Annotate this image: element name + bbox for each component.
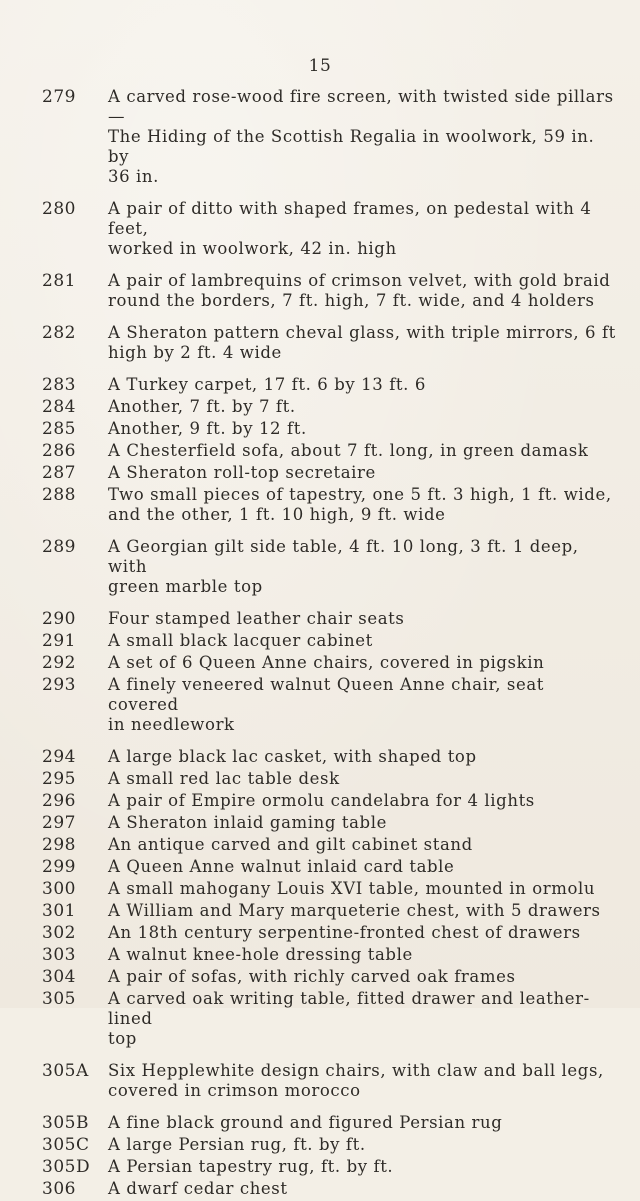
lot-description: Four stamped leather chair seats: [108, 609, 405, 628]
lot-number: 296: [42, 791, 76, 811]
lot-number: 306: [42, 1179, 76, 1199]
lot-entry: [42, 537, 617, 597]
lot-number: 303: [42, 945, 76, 965]
lot-entry: [42, 747, 617, 767]
lot-number: 305D: [42, 1157, 91, 1177]
lot-number: 282: [42, 323, 76, 343]
lot-description: A large black lac casket, with shaped top: [108, 747, 477, 766]
lot-number: 279: [42, 87, 76, 107]
lot-description: A set of 6 Queen Anne chairs, covered in pigskin: [108, 653, 545, 672]
lot-number: 288: [42, 485, 76, 505]
lot-description: Another, 9 ft. by 12 ft.: [108, 419, 307, 438]
lot-number: 299: [42, 857, 76, 877]
lot-entry: [42, 879, 617, 899]
lot-description: A large Persian rug, ft. by ft.: [108, 1135, 366, 1154]
lot-description: A pair of lambrequins of crimson velvet, with gold braid round the borders, 7 ft. high, 7 ft. wide, and 4 holders: [108, 271, 611, 310]
lot-entry: [42, 923, 617, 943]
lot-entry: [42, 901, 617, 921]
lot-number: 304: [42, 967, 76, 987]
lot-number: 305B: [42, 1113, 89, 1133]
lot-entry: [42, 653, 617, 673]
lot-description: A Chesterfield sofa, about 7 ft. long, in green damask: [108, 441, 589, 460]
lot-number: 301: [42, 901, 76, 921]
lot-description: A carved rose-wood fire screen, with twisted side pillars— The Hiding of the Scottish Regalia in woolwork, 59 in. by 36 in.: [108, 87, 614, 186]
lot-description: A small mahogany Louis XVI table, mounted in ormolu: [108, 879, 596, 898]
lot-entry: [42, 609, 617, 629]
lot-number: 298: [42, 835, 76, 855]
lot-description: Two small pieces of tapestry, one 5 ft. 3 high, 1 ft. wide, and the other, 1 ft. 10 high, 9 ft. wide: [108, 485, 612, 524]
lot-entry: [42, 1135, 617, 1155]
lot-description: An antique carved and gilt cabinet stand: [108, 835, 473, 854]
lot-entry: [42, 441, 617, 461]
lot-number: 305A: [42, 1061, 89, 1081]
lot-entry: [42, 675, 617, 735]
lot-description: Six Hepplewhite design chairs, with claw and ball legs, covered in crimson morocco: [108, 1061, 604, 1100]
lot-number: 297: [42, 813, 76, 833]
lot-entry: [42, 323, 617, 363]
lot-number: 285: [42, 419, 76, 439]
lot-description: An 18th century serpentine-fronted chest of drawers: [108, 923, 581, 942]
lot-number: 284: [42, 397, 76, 417]
lot-description: A carved oak writing table, fitted drawer and leather-lined top: [108, 989, 590, 1048]
lot-number: 290: [42, 609, 76, 629]
lot-description: A Turkey carpet, 17 ft. 6 by 13 ft. 6: [108, 375, 426, 394]
lot-entry: [42, 375, 617, 395]
lot-number: 287: [42, 463, 76, 483]
lot-entry: [42, 1061, 617, 1101]
lot-number: 289: [42, 537, 76, 557]
lot-entry: [42, 945, 617, 965]
lot-number: 291: [42, 631, 76, 651]
lot-description: A dwarf cedar chest: [108, 1179, 288, 1198]
lot-description: A small black lacquer cabinet: [108, 631, 373, 650]
lot-description: A Persian tapestry rug, ft. by ft.: [108, 1157, 394, 1176]
lot-description: Another, 7 ft. by 7 ft.: [108, 397, 296, 416]
lot-entry: [42, 1179, 617, 1199]
lot-number: 305C: [42, 1135, 90, 1155]
lot-number: 295: [42, 769, 76, 789]
lot-description: A finely veneered walnut Queen Anne chair, seat covered in needlework: [108, 675, 545, 734]
lot-description: A Sheraton roll-top secretaire: [108, 463, 376, 482]
lot-entry: [42, 419, 617, 439]
lot-number: 294: [42, 747, 76, 767]
lot-entry: [42, 1157, 617, 1177]
lot-description: A pair of sofas, with richly carved oak frames: [108, 967, 516, 986]
lot-description: A fine black ground and figured Persian rug: [108, 1113, 503, 1132]
lot-number: 300: [42, 879, 76, 899]
lot-description: A small red lac table desk: [108, 769, 340, 788]
lot-number: 292: [42, 653, 76, 673]
lot-number: 305: [42, 989, 76, 1009]
lot-number: 283: [42, 375, 76, 395]
lot-entry: [42, 857, 617, 877]
lot-number: 302: [42, 923, 76, 943]
lot-description: A Sheraton pattern cheval glass, with triple mirrors, 6 ft high by 2 ft. 4 wide: [108, 323, 616, 362]
page-number: 15: [308, 56, 332, 76]
lot-number: 293: [42, 675, 76, 695]
lot-entry: [42, 989, 617, 1049]
lot-entry: [42, 87, 617, 187]
lot-description: A walnut knee-hole dressing table: [108, 945, 413, 964]
lot-entry: [42, 463, 617, 483]
lot-description: A Queen Anne walnut inlaid card table: [108, 857, 455, 876]
lot-entry: [42, 835, 617, 855]
lot-entry: [42, 271, 617, 311]
lot-entry: [42, 813, 617, 833]
lot-description: A pair of ditto with shaped frames, on pedestal with 4 feet, worked in woolwork, 42 in. high: [108, 199, 592, 258]
lot-entry: [42, 397, 617, 417]
lot-description: A William and Mary marqueterie chest, with 5 drawers: [108, 901, 601, 920]
lot-list: [42, 87, 617, 1201]
lot-description: A Georgian gilt side table, 4 ft. 10 long, 3 ft. 1 deep, with green marble top: [108, 537, 579, 596]
lot-entry: [42, 967, 617, 987]
lot-description: A Sheraton inlaid gaming table: [108, 813, 387, 832]
lot-entry: [42, 791, 617, 811]
lot-number: 280: [42, 199, 76, 219]
lot-description: A pair of Empire ormolu candelabra for 4 lights: [108, 791, 535, 810]
lot-entry: [42, 631, 617, 651]
lot-entry: [42, 1113, 617, 1133]
lot-number: 281: [42, 271, 76, 291]
lot-entry: [42, 199, 617, 259]
lot-number: 286: [42, 441, 76, 461]
lot-entry: [42, 769, 617, 789]
lot-entry: [42, 485, 617, 525]
